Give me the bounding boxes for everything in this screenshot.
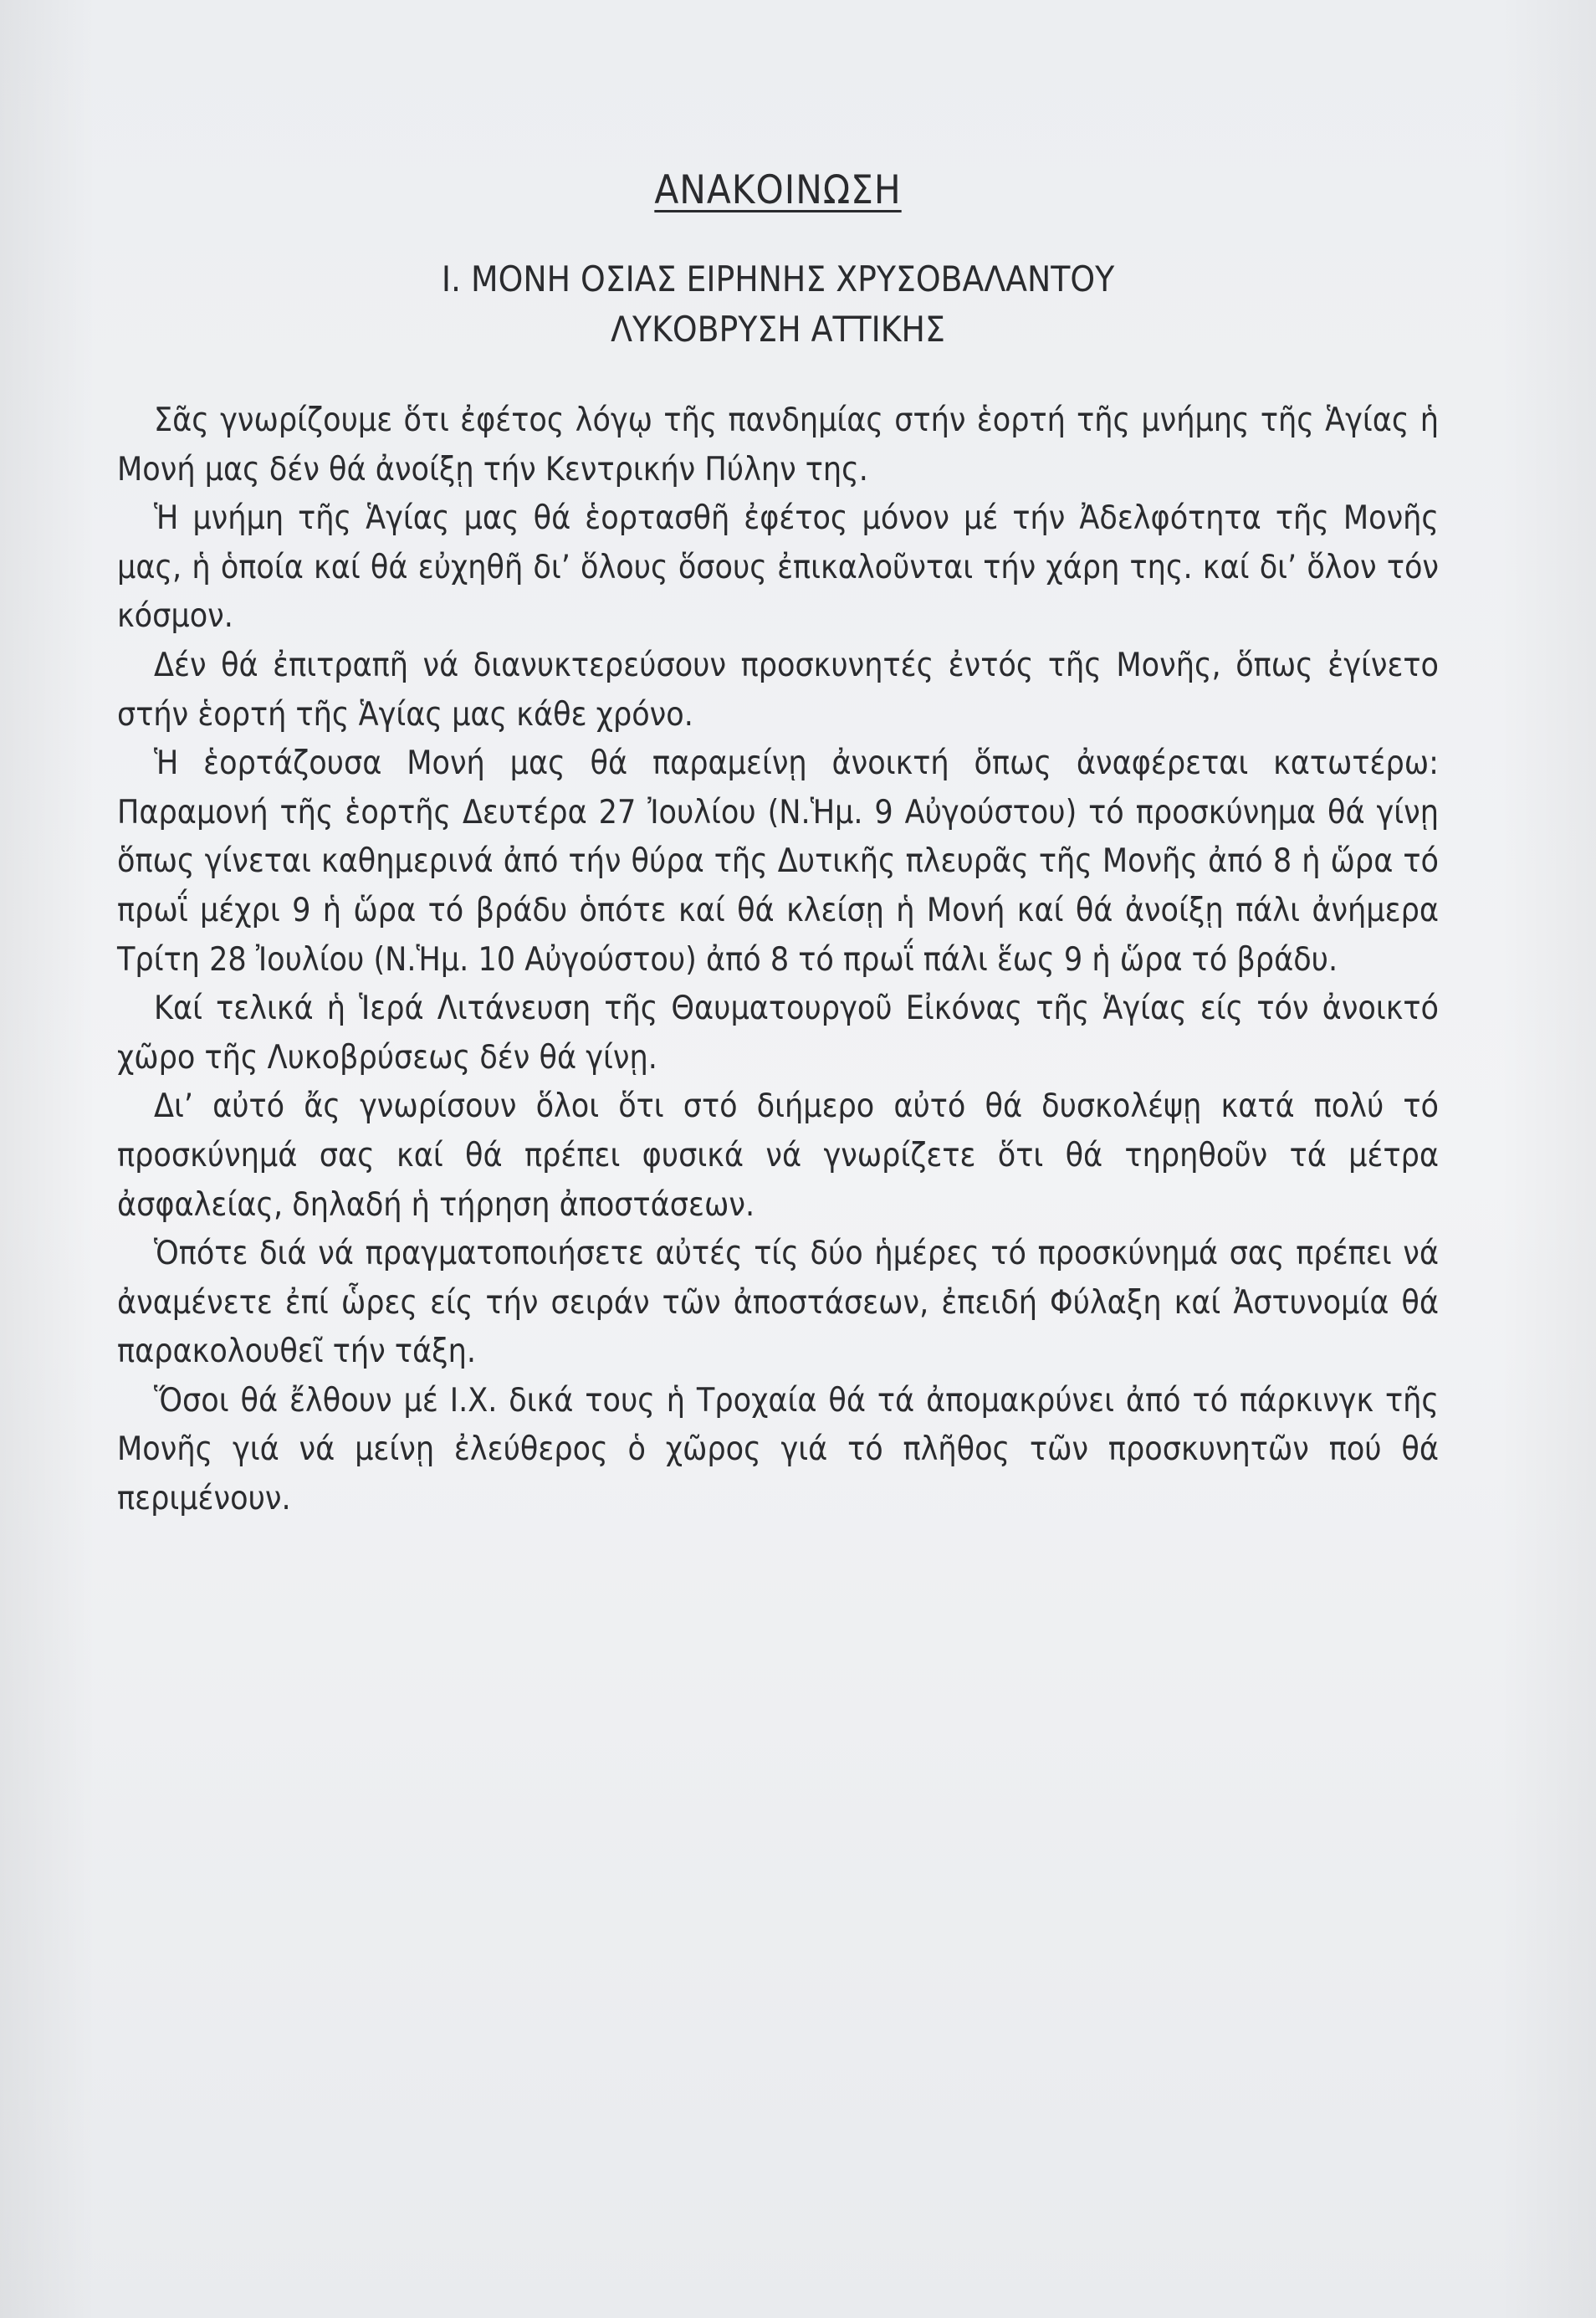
paragraph: Ὁπότε διά νά πραγματοποιήσετε αὐτές τίς δύο ἡμέρες τό προσκύνημά σας πρέπει νά ἀναμένετε ἐπί ὧρες είς τήν σειράν τῶν ἀποστάσεων, ἐπειδή Φύλαξη καί Ἀστυνομία θά παρακολουθεῖ τήν τάξη. <box>117 1235 1439 1371</box>
announcement-document <box>117 167 1439 1524</box>
paragraph: Ὅσοι θά ἔλθουν μέ Ι.Χ. δικά τους ἡ Τροχαία θά τά ἀπομακρύνει ἀπό τό πάρκινγκ τῆς Μονῆς γιά νά μείνῃ ἐλεύθερος ὁ χῶρος γιά τό πλῆθος τῶν προσκυνητῶν πού θά περιμένουν. <box>117 1381 1439 1518</box>
paragraph: Δέν θά ἐπιτραπῆ νά διανυκτερεύσουν προσκυνητές ἐντός τῆς Μονῆς, ὅπως ἐγίνετο στήν ἑορτή τῆς Ἁγίας μας κάθε χρόνο. <box>117 646 1439 734</box>
monastery-location: ΛΥΚΟΒΡΥΣΗ ΑΤΤΙΚΗΣ <box>611 309 945 350</box>
document-title: ΑΝΑΚΟΙΝΩΣΗ <box>654 167 902 213</box>
paragraph: Καί τελικά ἡ Ἱερά Λιτάνευση τῆς Θαυματουργοῦ Εἰκόνας τῆς Ἁγίας είς τόν ἀνοικτό χῶρο τῆς Λυκοβρύσεως δέν θά γίνῃ. <box>117 990 1439 1077</box>
paragraph: Σᾶς γνωρίζουμε ὅτι ἐφέτος λόγῳ τῆς πανδημίας στήν ἑορτή τῆς μνήμης τῆς Ἁγίας ἡ Μονή μας δέν θά ἀνοίξῃ τήν Κεντρικήν Πύλην της. <box>117 402 1439 489</box>
paragraph: Ἡ ἑορτάζουσα Μονή μας θά παραμείνῃ ἀνοικτή ὅπως ἀναφέρεται κατωτέρω: Παραμονή τῆς ἑορτῆς Δευτέρα 27 Ἰουλίου (Ν.Ἡμ. 9 Αὐγούστου) τό προσκύνημα θά γίνῃ ὅπως γίνεται καθημερινά ἀπό τήν θύρα τῆς Δυτικῆς πλευρᾶς τῆς Μονῆς ἀπό 8 ἡ ὥρα τό πρωΐ μέχρι 9 ἡ ὥρα τό βράδυ ὁπότε καί θά κλείσῃ ἡ Μονή καί θά ἀνοίξῃ πάλι ἀνήμερα Τρίτη 28 Ἰουλίου (Ν.Ἡμ. 10 Αὐγούστου) ἀπό 8 τό πρωΐ πάλι ἕως 9 ἡ ὥρα τό βράδυ. <box>117 745 1439 979</box>
announcement-body <box>117 397 1439 1524</box>
monastery-name: Ι. ΜΟΝΗ ΟΣΙΑΣ ΕΙΡΗΝΗΣ ΧΡΥΣΟΒΑΛΑΝΤΟΥ <box>441 258 1115 299</box>
paragraph: Δι’ αὐτό ἄς γνωρίσουν ὅλοι ὅτι στό διήμερο αὐτό θά δυσκολέψῃ κατά πολύ τό προσκύνημά σας καί θά πρέπει φυσικά νά γνωρίζετε ὅτι θά τηρηθοῦν τά μέτρα ἀσφαλείας, δηλαδή ἡ τήρηση ἀποστάσεων. <box>117 1087 1439 1224</box>
paragraph: Ἡ μνήμη τῆς Ἁγίας μας θά ἑορτασθῆ ἐφέτος μόνον μέ τήν Ἀδελφότητα τῆς Μονῆς μας, ἡ ὁποία καί θά εὐχηθῆ δι’ ὅλους ὅσους ἐπικαλοῦνται τήν χάρη της. καί δι’ ὅλον τόν κόσμον. <box>117 499 1439 636</box>
